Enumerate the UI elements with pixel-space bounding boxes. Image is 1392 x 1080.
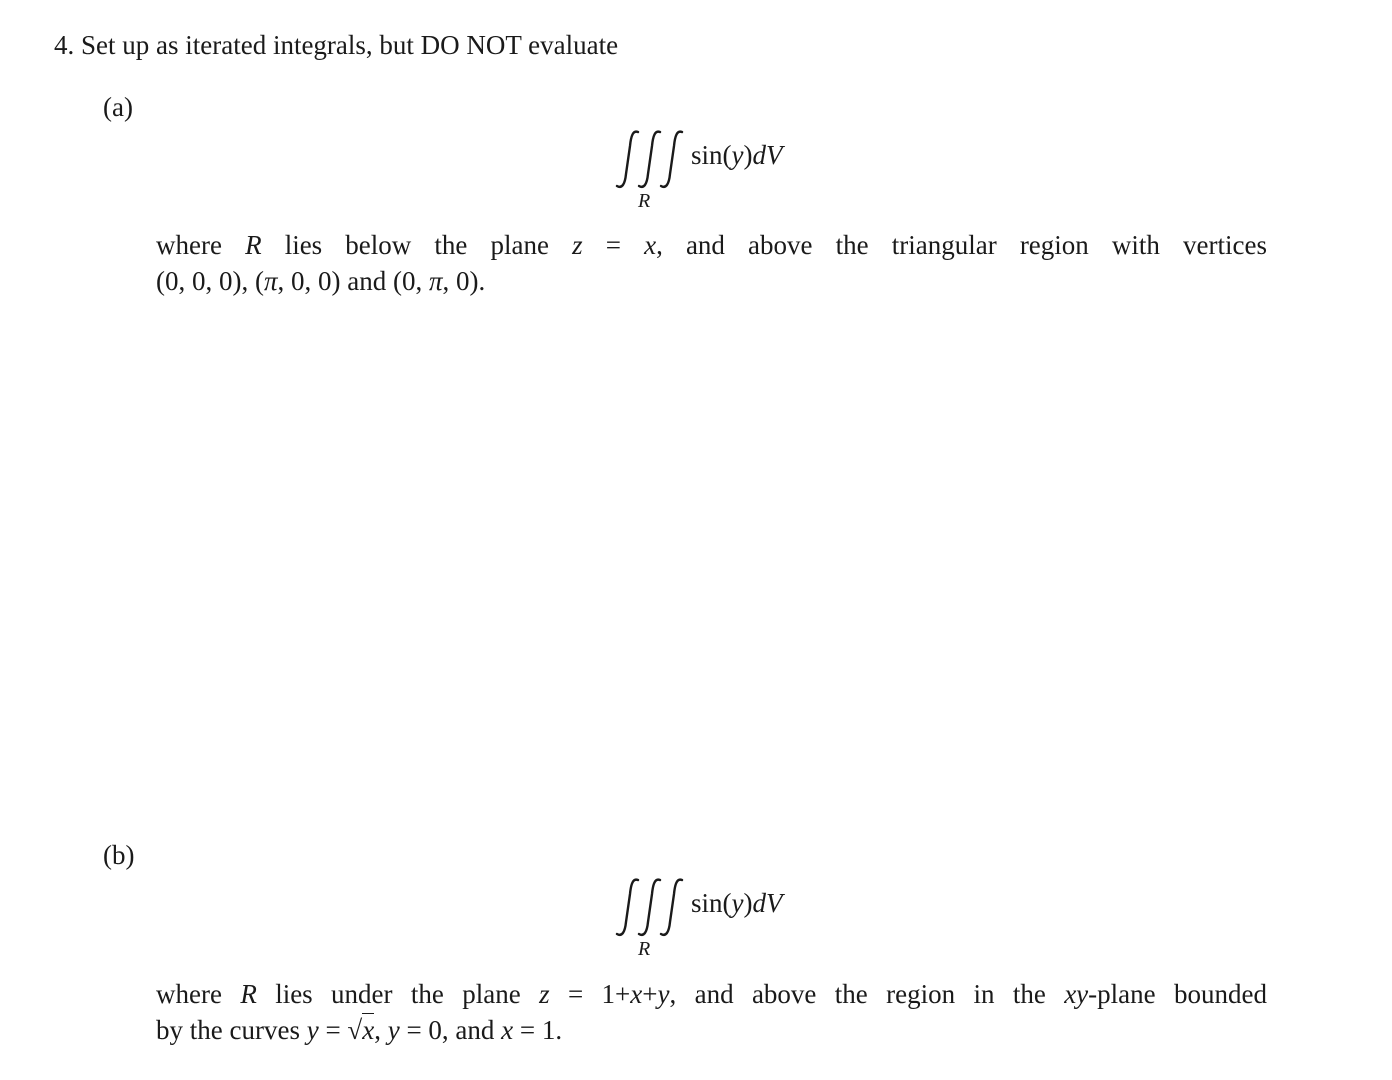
triple-integral-a: [614, 128, 834, 228]
sin-function: sin(: [691, 888, 732, 918]
part-a-description: [156, 227, 1267, 299]
part-a-description-line1: where R lies below the plane z = x, and above the triangular region with vertices: [156, 230, 1267, 260]
part-b-label: (b): [103, 840, 135, 870]
integrand: [691, 140, 782, 171]
paren-close: ): [743, 888, 753, 918]
sin-function: sin(: [691, 140, 732, 170]
differential-dV: dV: [752, 140, 783, 170]
region-subscript: R: [638, 938, 651, 960]
triple-integral-sign-icon: [614, 128, 690, 192]
var-y: y: [731, 140, 744, 170]
var-y: y: [731, 888, 744, 918]
part-a-label: (a): [103, 92, 133, 122]
part-b-description: [156, 976, 1267, 1048]
part-b-description-line2: by the curves y = √x, y = 0, and x = 1.: [156, 1015, 563, 1045]
part-a-description-line2: (0, 0, 0), (π, 0, 0) and (0, π, 0).: [156, 266, 486, 296]
paren-close: ): [743, 140, 753, 170]
region-subscript: R: [638, 190, 651, 212]
triple-integral-b: [614, 876, 834, 976]
problem-header: 4. Set up as iterated integrals, but DO NOT evaluate: [54, 30, 619, 60]
triple-integral-sign-icon: [614, 876, 690, 940]
part-b-description-line1: where R lies under the plane z = 1+x+y, and above the region in the xy-plane bounded: [156, 979, 1267, 1009]
differential-dV: dV: [752, 888, 783, 918]
integrand: [691, 888, 782, 919]
